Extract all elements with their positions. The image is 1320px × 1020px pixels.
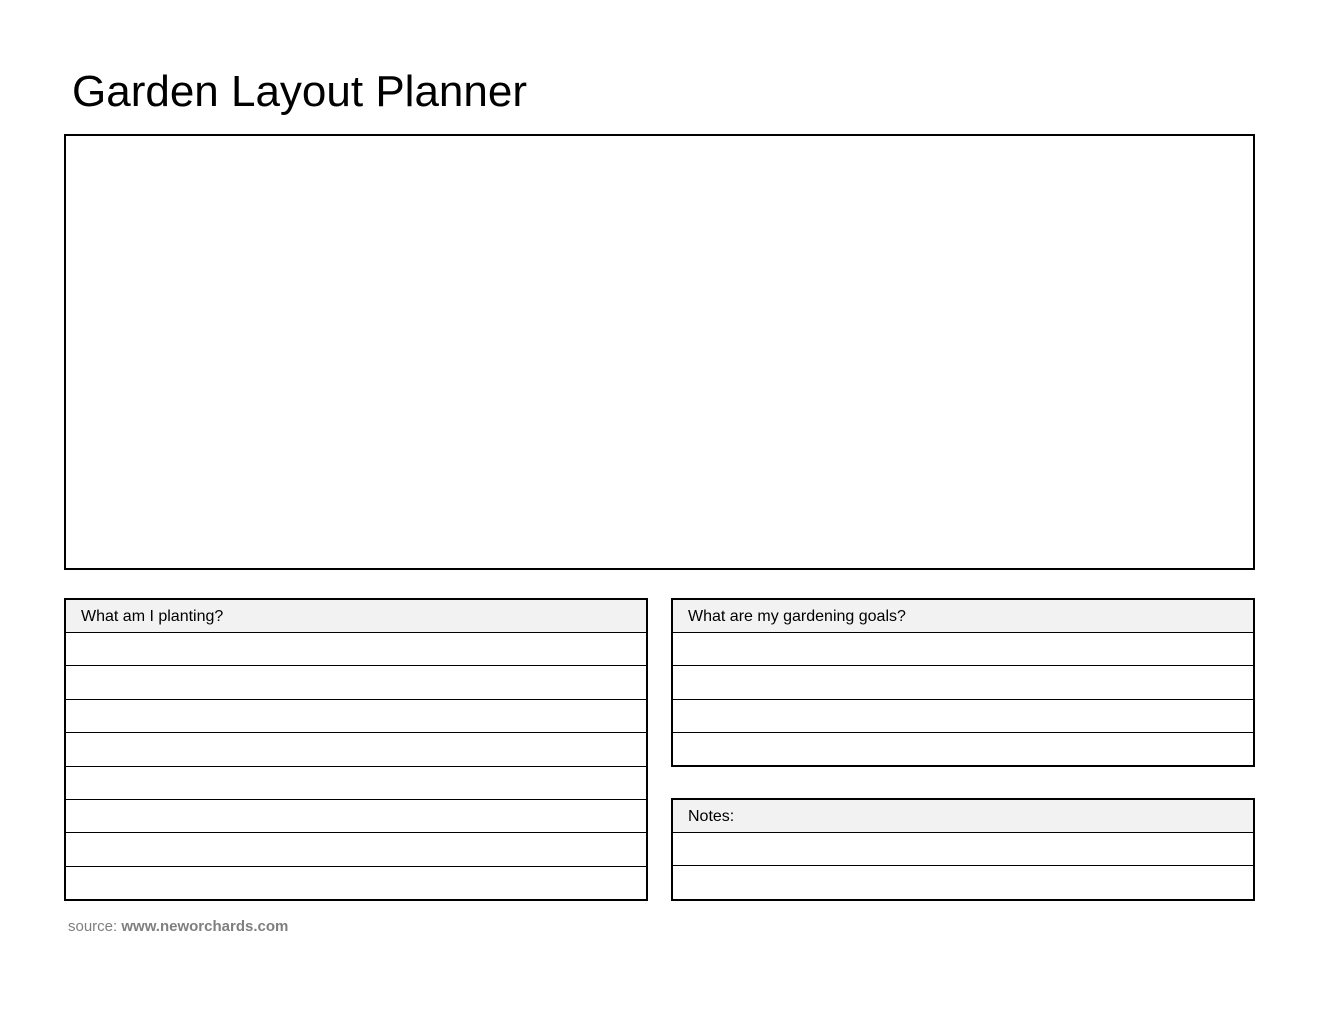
planting-header: What am I planting? <box>66 600 646 633</box>
layout-drawing-area[interactable] <box>64 134 1255 570</box>
goals-header: What are my gardening goals? <box>673 600 1253 633</box>
source-prefix: source: <box>68 918 122 935</box>
notes-header: Notes: <box>673 800 1253 833</box>
writing-line[interactable] <box>66 800 646 833</box>
writing-line[interactable] <box>66 767 646 800</box>
notes-rows <box>673 833 1253 900</box>
writing-line[interactable] <box>66 733 646 766</box>
planting-panel <box>64 598 648 901</box>
writing-line[interactable] <box>673 633 1253 666</box>
writing-line[interactable] <box>673 666 1253 699</box>
writing-line[interactable] <box>673 733 1253 766</box>
writing-line[interactable] <box>66 700 646 733</box>
planting-rows <box>66 633 646 900</box>
writing-line[interactable] <box>66 867 646 900</box>
writing-line[interactable] <box>66 833 646 866</box>
source-credit <box>68 918 288 935</box>
writing-line[interactable] <box>66 666 646 699</box>
writing-line[interactable] <box>66 633 646 666</box>
writing-line[interactable] <box>673 833 1253 866</box>
writing-line[interactable] <box>673 866 1253 899</box>
goals-rows <box>673 633 1253 767</box>
notes-panel <box>671 798 1255 901</box>
writing-line[interactable] <box>673 700 1253 733</box>
goals-panel <box>671 598 1255 767</box>
source-link[interactable]: www.neworchards.com <box>121 918 289 935</box>
page-title: Garden Layout Planner <box>72 67 527 116</box>
